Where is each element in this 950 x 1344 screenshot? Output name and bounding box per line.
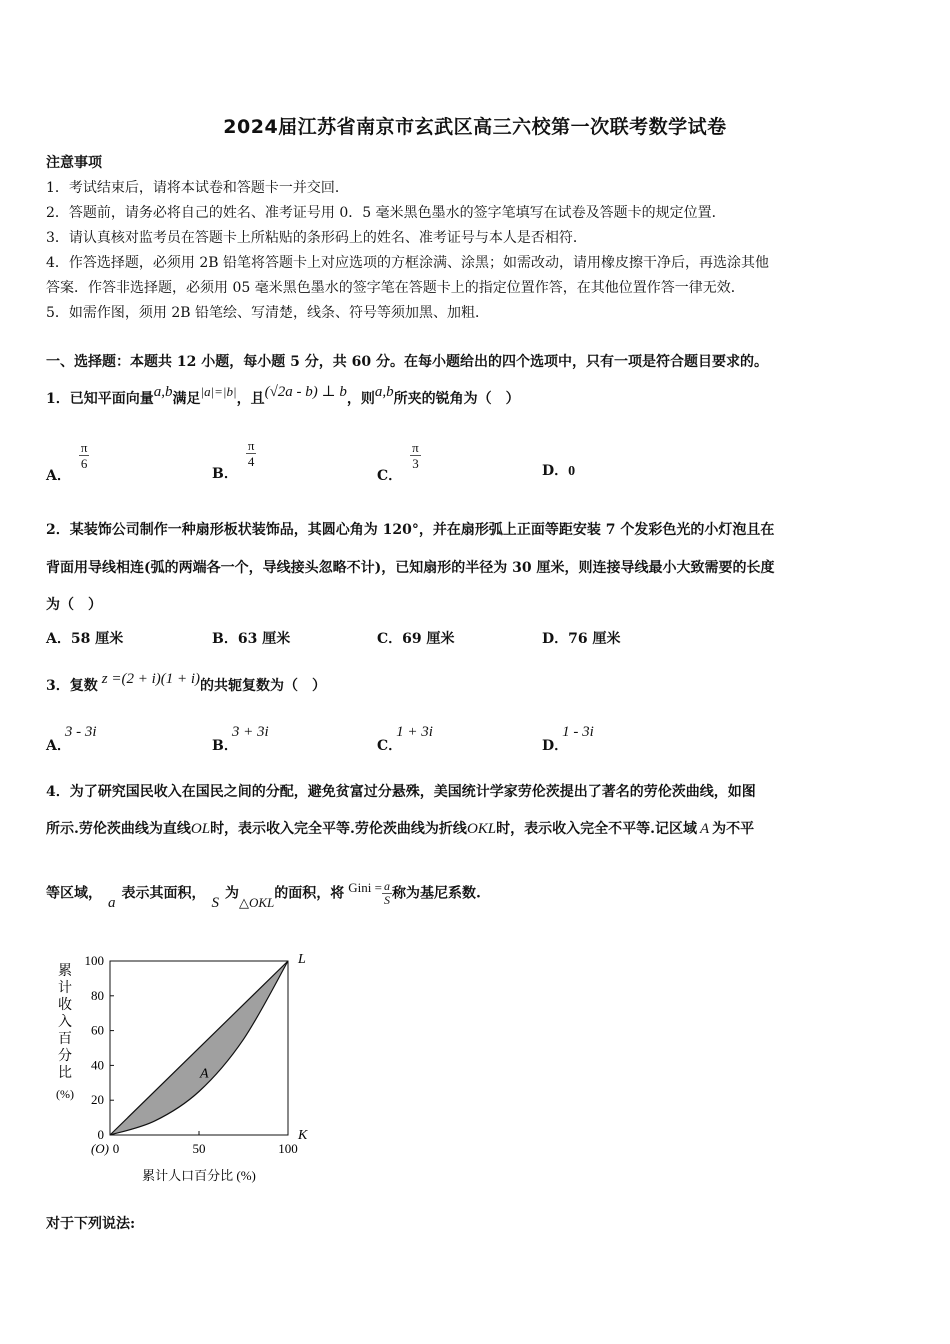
lorenz-chart <box>40 940 330 1200</box>
q1-option-d[interactable] <box>542 460 575 480</box>
frac-den: 4 <box>247 454 255 469</box>
option-value: 3 + 3i <box>231 724 269 740</box>
frac-num: π <box>247 438 255 453</box>
option-label: A． <box>46 467 71 484</box>
option-label: D． <box>542 463 569 479</box>
question-2-line: 背面用导线相连(弧的两端各一个，导线接头忽略不计)，已知扇形的半径为 30 厘米，则连接导线最小大致需要的长度 <box>46 560 775 576</box>
point-label-l: L <box>298 952 306 967</box>
q4-math: a <box>108 894 116 911</box>
frac-den: 3 <box>412 456 419 471</box>
option-label: A． <box>46 738 71 754</box>
frac-num: a <box>384 879 390 893</box>
gini-label: Gini = <box>348 879 382 895</box>
q4-text: 时，表示收入完全不平等.记区域 <box>496 821 697 837</box>
notice-item: 1．考试结束后，请将本试卷和答题卡一并交回． <box>46 180 349 196</box>
y-tick-label: 0 <box>97 1127 104 1142</box>
option-label: D． <box>542 738 569 754</box>
x-tick-label: 100 <box>278 1141 298 1156</box>
q1-text: 所夹的锐角为（ ） <box>393 391 520 407</box>
y-axis-label-char: 百 <box>58 1032 72 1047</box>
y-axis-label-char: 入 <box>58 1015 72 1030</box>
option-value: 0 <box>568 464 576 479</box>
q4-math: S <box>211 894 219 911</box>
y-axis-label-char: 计 <box>58 981 72 996</box>
option-label: C． <box>377 467 403 484</box>
option-label: B． <box>212 738 238 754</box>
q4-math: △OKL <box>239 894 275 910</box>
q4-text: 所示.劳伦茨曲线为直线 <box>46 821 191 837</box>
q1-text: 满足 <box>172 391 201 407</box>
option-value: 1 + 3i <box>396 724 433 740</box>
q1-option-a[interactable] <box>46 440 89 484</box>
option-value: 3 - 3i <box>64 724 97 740</box>
x-axis-label: 累计人口百分比 (%) <box>142 1168 256 1183</box>
q4-text: 时，表示收入完全平等.劳伦茨曲线为折线 <box>210 821 467 837</box>
q3-option-d[interactable] <box>542 724 600 755</box>
y-tick-label: 100 <box>84 953 104 968</box>
q3-option-a[interactable] <box>46 724 103 755</box>
question-2-line: 2．某装饰公司制作一种扇形板状装饰品，其圆心角为 120°，并在扇形弧上正面等距安装 7 个发彩色光的小灯泡且在 <box>46 522 775 538</box>
y-axis-label-char: 收 <box>58 998 72 1013</box>
q2-option-a[interactable]: A．58 厘米 <box>46 631 124 647</box>
point-label-k: K <box>298 1128 308 1143</box>
x-tick-label: 0 <box>112 1141 120 1156</box>
q4-text: 为不平 <box>712 821 755 837</box>
fraction <box>246 438 257 469</box>
y-axis-label-char: 累 <box>58 964 72 979</box>
section-heading: 一、选择题：本题共 12 小题，每小题 5 分，共 60 分。在每小题给出的四个选项中，只有一项是符合题目要求的。 <box>46 354 768 370</box>
page-title: 2024届江苏省南京市玄武区高三六校第一次联考数学试卷 <box>223 116 727 138</box>
y-tick-label: 60 <box>91 1022 104 1038</box>
q1-math: (√2a - b) ⊥ b <box>264 384 347 400</box>
q4-text: 表示其面积， <box>121 885 206 902</box>
q3-option-c[interactable] <box>377 724 439 755</box>
notice-item: 4．作答选择题，必须用 2B 铅笔将答题卡上对应选项的方框涂满、涂黑；如需改动，请用橡皮擦干净后，再选涂其他 <box>46 255 769 271</box>
x-tick-label: 50 <box>192 1141 206 1156</box>
fraction <box>79 440 90 471</box>
frac-num: π <box>412 440 419 455</box>
q4-text: 为 <box>225 885 239 902</box>
y-axis-label-unit: (%) <box>56 1087 74 1101</box>
q4-text: 等区域， <box>46 885 102 902</box>
q3-option-b[interactable] <box>212 724 275 755</box>
y-tick-label: 20 <box>91 1092 104 1108</box>
fraction <box>410 440 421 471</box>
q1-text: 1．已知平面向量 <box>46 391 154 407</box>
y-tick-label: 80 <box>91 987 104 1003</box>
gini-fraction <box>382 880 392 907</box>
q2-option-c[interactable]: C．69 厘米 <box>377 631 455 647</box>
q1-option-c[interactable] <box>377 440 421 484</box>
line-ol <box>110 961 288 1135</box>
q2-option-b[interactable]: B．63 厘米 <box>212 631 291 647</box>
q1-math: |a|=|b| <box>200 384 237 399</box>
q1-text: ，则 <box>346 391 375 407</box>
question-2-line: 为（ ） <box>46 597 102 613</box>
question-1-stem <box>46 384 520 408</box>
q4-math: OL <box>190 821 211 837</box>
question-4-line <box>46 879 481 911</box>
q3-text: 的共轭复数为（ ） <box>200 678 327 694</box>
y-axis-label-char: 分 <box>58 1049 72 1064</box>
frac-den: S <box>384 893 390 907</box>
q3-text: 3．复数 <box>46 678 98 694</box>
notice-item: 3．请认真核对监考员在答题卡上所粘贴的条形码上的姓名、准考证号与本人是否相符． <box>46 230 587 246</box>
y-axis-label-char: 比 <box>58 1066 72 1081</box>
q4-text: 称为基尼系数. <box>392 885 481 902</box>
question-4-line <box>46 818 754 838</box>
option-value: 1 - 3i <box>562 724 594 740</box>
origin-label: (O) <box>90 1141 110 1156</box>
notice-item: 5．如需作图，须用 2B 铅笔绘、写清楚，线条、符号等须加黑、加粗． <box>46 305 490 321</box>
question-3-stem <box>46 671 327 695</box>
y-tick-label: 40 <box>91 1057 104 1073</box>
option-label: C． <box>377 738 403 754</box>
question-4-line: 4．为了研究国民收入在国民之间的分配，避免贫富过分悬殊，美国统计学家劳伦茨提出了著名的劳伦茨曲线，如图 <box>46 784 756 800</box>
q1-text: ，且 <box>236 391 265 407</box>
notice-heading: 注意事项 <box>46 155 102 171</box>
q4-math: OKL <box>466 821 497 837</box>
q4-math: A <box>700 821 710 837</box>
option-label: B． <box>212 465 238 482</box>
frac-den: 6 <box>80 456 88 471</box>
q1-math: a,b <box>374 384 394 400</box>
q3-math: z =(2 + i)(1 + i) <box>101 671 201 687</box>
following-statements: 对于下列说法: <box>46 1216 136 1232</box>
q1-option-b[interactable] <box>212 438 256 482</box>
frac-num: π <box>80 440 88 455</box>
q2-option-d[interactable]: D．76 厘米 <box>542 631 621 647</box>
q4-text: 的面积，将 <box>274 885 345 902</box>
q1-math: a,b <box>153 384 173 400</box>
notice-item: 答案．作答非选择题，必须用 05 毫米黑色墨水的签字笔在答题卡上的指定位置作答，在其他位置作答一律无效． <box>46 280 745 296</box>
notice-item: 2．答题前，请务必将自己的姓名、准考证号用 0．5 毫米黑色墨水的签字笔填写在试卷及答题卡的规定位置． <box>46 205 726 221</box>
region-label: A <box>200 1066 209 1082</box>
